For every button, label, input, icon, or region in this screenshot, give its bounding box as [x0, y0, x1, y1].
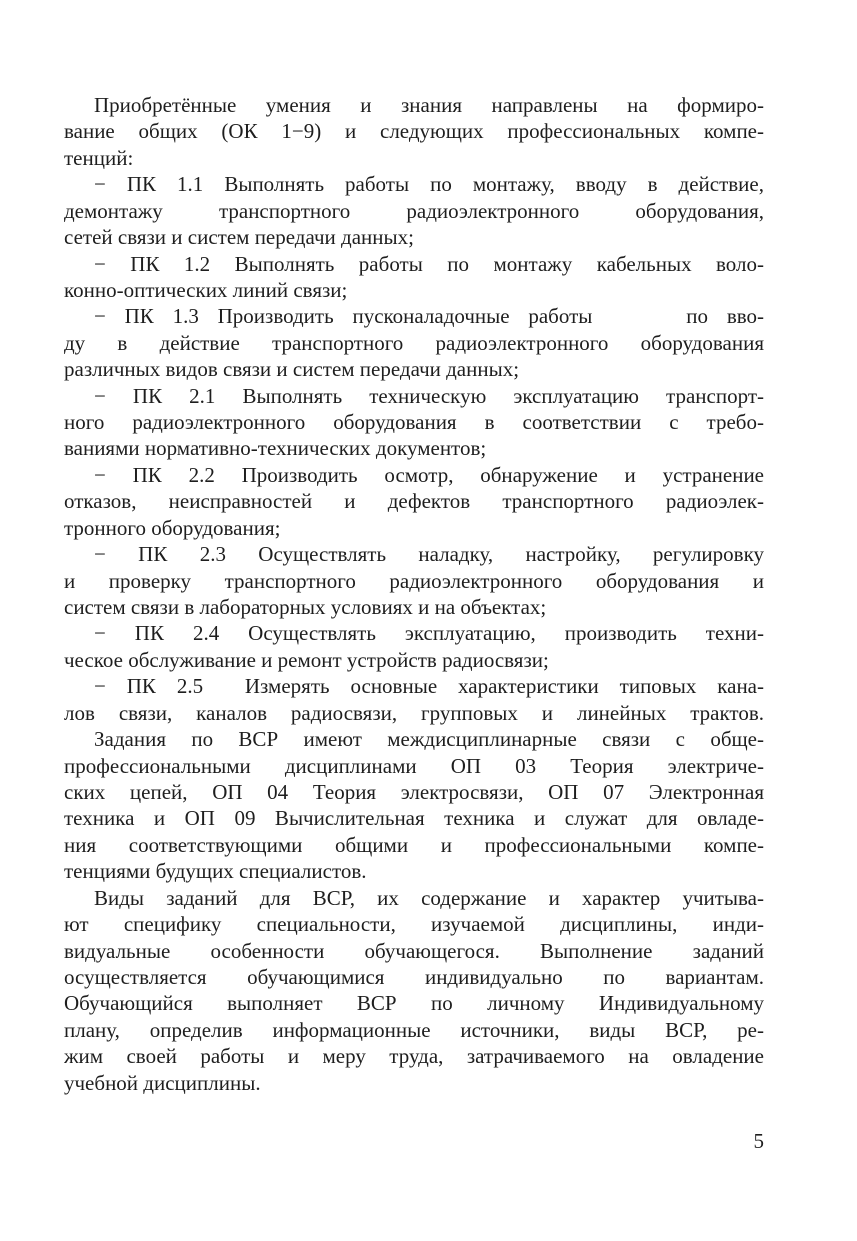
text-line: конно-оптических линий связи; [64, 277, 348, 302]
text-line: − ПК 2.1 Выполнять техническую эксплуатацию транспорт- [94, 383, 764, 408]
text-line: Виды заданий для ВСР, их содержание и характер учитыва- [94, 885, 764, 910]
text-line: − ПК 2.5 Измерять основные характеристики типовых кана- [94, 674, 764, 699]
text-line: систем связи в лабораторных условиях и на объектах; [64, 595, 547, 620]
text-line: ческое обслуживание и ремонт устройств радиосвязи; [64, 647, 549, 672]
text-line: Задания по ВСР имеют междисциплинарные связи с обще- [94, 727, 764, 752]
text-line: тенциями будущих специалистов. [64, 859, 367, 884]
text-line: − ПК 1.1 Выполнять работы по монтажу, вводу в действие, [94, 172, 764, 197]
text-line: ду в действие транспортного радиоэлектронного оборудования [64, 330, 764, 355]
text-line: − ПК 2.2 Производить осмотр, обнаружение и устранение [94, 462, 764, 487]
text-line: ваниями нормативно-технических документов; [64, 436, 487, 461]
text-line: тенций: [64, 145, 134, 170]
text-line: − ПК 1.3 Производить пусконаладочные работы по вво- [94, 304, 764, 329]
text-line: и проверку транспортного радиоэлектронного оборудования и [64, 568, 764, 593]
text-line: Приобретённые умения и знания направлены на формиро- [94, 93, 764, 117]
text-line: ских цепей, ОП 04 Теория электросвязи, ОП 07 Электронная [64, 779, 764, 804]
text-line: осуществляется обучающимися индивидуально по вариантам. [64, 964, 764, 989]
text-line: − ПК 2.4 Осуществлять эксплуатацию, производить техни- [94, 621, 764, 646]
text-line: техника и ОП 09 Вычислительная техника и служат для овладе- [64, 806, 764, 831]
text-block [64, 92, 764, 1096]
text-line: ния соответствующими общими и профессиональными компе- [64, 832, 764, 857]
text-line: отказов, неисправностей и дефектов транспортного радиоэлек- [64, 489, 764, 514]
text-line: демонтажу транспортного радиоэлектронного оборудования, [64, 198, 764, 223]
page-number: 5 [753, 1129, 764, 1153]
text-line: видуальные особенности обучающегося. Выполнение заданий [64, 938, 764, 963]
text-line: − ПК 2.3 Осуществлять наладку, настройку, регулировку [94, 542, 764, 567]
text-line: профессиональными дисциплинами ОП 03 Теория электриче- [64, 753, 764, 778]
text-line: лов связи, каналов радиосвязи, групповых и линейных трактов. [64, 700, 764, 725]
text-line: ного радиоэлектронного оборудования в соответствии с требо- [64, 410, 764, 435]
text-line: жим своей работы и меру труда, затрачиваемого на овладение [64, 1044, 764, 1069]
text-line: тронного оборудования; [64, 515, 281, 540]
text-line: Обучающийся выполняет ВСР по личному Индивидуальному [64, 991, 764, 1016]
text-line: плану, определив информационные источники, виды ВСР, ре- [64, 1017, 764, 1042]
text-line: вание общих (ОК 1−9) и следующих профессиональных компе- [64, 119, 764, 144]
text-line: сетей связи и систем передачи данных; [64, 225, 414, 250]
text-line: различных видов связи и систем передачи данных; [64, 357, 520, 382]
text-line: ют специфику специальности, изучаемой дисциплины, инди- [64, 912, 764, 937]
text-line: учебной дисциплины. [64, 1070, 261, 1095]
text-line: − ПК 1.2 Выполнять работы по монтажу кабельных воло- [94, 251, 764, 276]
